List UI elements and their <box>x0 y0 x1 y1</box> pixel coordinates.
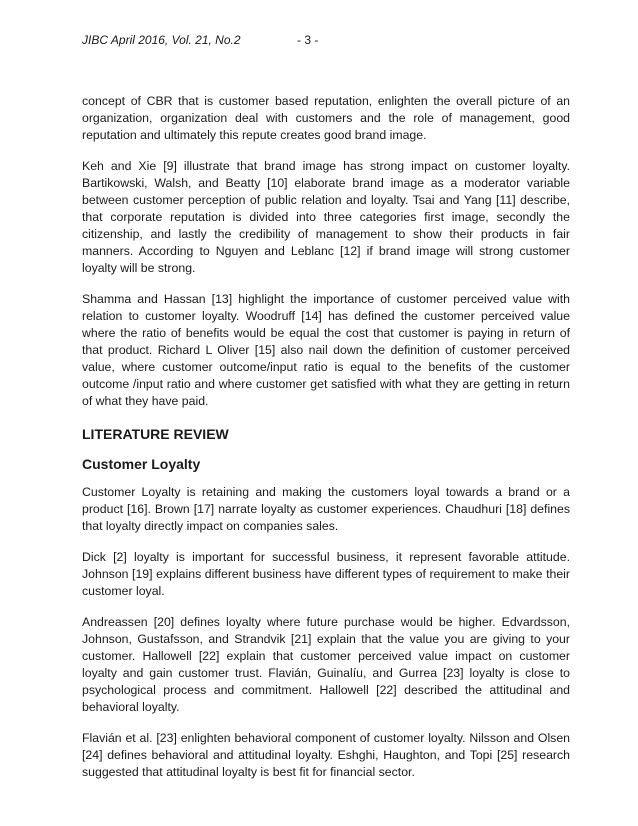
body-paragraph: Shamma and Hassan [13] highlight the importance of customer perceived value with relation to customer loyalty. Woodruff [14] has defined the customer perceived value where the ratio of benefits would be equal the cost that customer is paying in return of that product. Richard L Oliver [15] also nail down the definition of customer perceived value, where customer outcome/input ratio is equal to the benefits of the customer outcome /input ratio and where customer get satisfied with what they are getting in return of what they have paid. <box>82 292 570 408</box>
body-paragraph: Keh and Xie [9] illustrate that brand image has strong impact on customer loyalty. Bartikowski, Walsh, and Beatty [10] elaborate brand image as a moderator variable between customer perception of public relation and loyalty. Tsai and Yang [11] describe, that corporate reputation is divided into three categories first image, secondly the citizenship, and lastly the credibility of management to show their products in fair manners. According to Nguyen and Leblanc [12] if brand image will strong customer loyalty will be strong. <box>82 159 570 275</box>
running-header <box>82 33 319 47</box>
body-paragraph: concept of CBR that is customer based reputation, enlighten the overall picture of an organization, organization deal with customers and the role of management, good reputation and ultimately this repute creates good brand image. <box>82 94 570 142</box>
subsection-heading: Customer Loyalty <box>82 456 201 472</box>
page-number: - 3 - <box>297 33 319 47</box>
body-paragraph: Customer Loyalty is retaining and making the customers loyal towards a brand or a product [16]. Brown [17] narrate loyalty as customer experiences. Chaudhuri [18] defines that loyalty directly impact on companies sales. <box>82 485 570 533</box>
journal-citation: JIBC April 2016, Vol. 21, No.2 <box>82 33 241 47</box>
body-paragraph: Dick [2] loyalty is important for successful business, it represent favorable attitude. Johnson [19] explains different business have different types of requirement to make their customer loyal. <box>82 550 570 598</box>
body-paragraph: Andreassen [20] defines loyalty where future purchase would be higher. Edvardsson, Johnson, Gustafsson, and Strandvik [21] explain that the value you are giving to your customer. Hallowell [22] explain that customer perceived value impact on customer loyalty and gain customer trust. Flavián, Guinalíu, and Gurrea [23] loyalty is close to psychological process and commitment. Hallowell [22] described the attitudinal and behavioral loyalty. <box>82 615 570 714</box>
body-paragraph: Flavián et al. [23] enlighten behavioral component of customer loyalty. Nilsson and Olsen [24] defines behavioral and attitudinal loyalty. Eshghi, Haughton, and Topi [25] research suggested that attitudinal loyalty is best fit for financial sector. <box>82 731 570 779</box>
section-heading: LITERATURE REVIEW <box>82 426 229 442</box>
document-body <box>82 93 570 795</box>
